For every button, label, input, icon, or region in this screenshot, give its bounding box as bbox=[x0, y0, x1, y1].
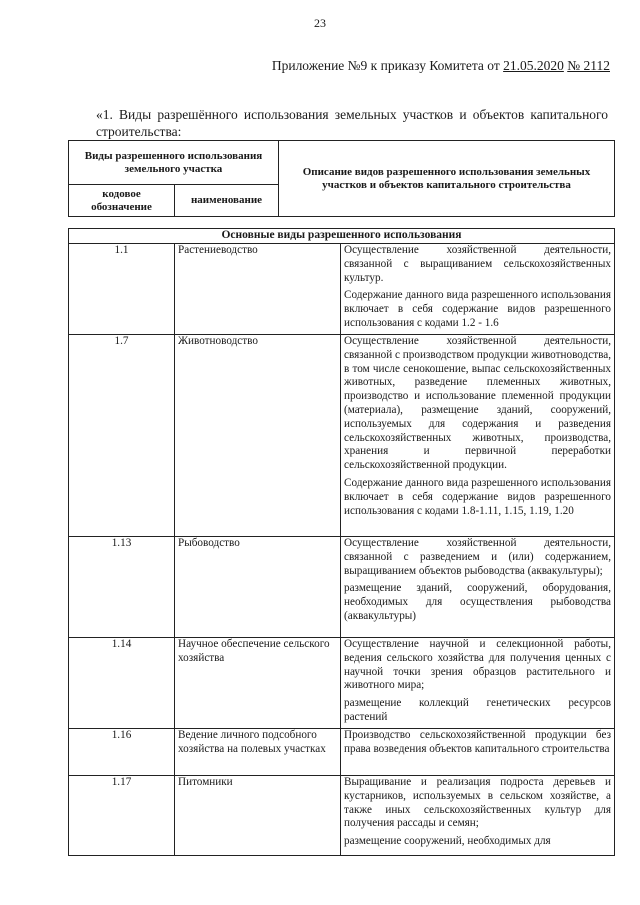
header-table bbox=[68, 140, 615, 217]
row-code: 1.13 bbox=[69, 537, 175, 638]
appendix-date: 21.05.2020 bbox=[503, 58, 564, 73]
table-row bbox=[69, 776, 615, 856]
table-row bbox=[69, 638, 615, 729]
row-description bbox=[341, 776, 615, 856]
description-paragraph: размещение зданий, сооружений, оборудования, необходимых для осуществления рыбоводства (аквакультуры) bbox=[344, 582, 611, 622]
row-description bbox=[341, 335, 615, 537]
row-name: Научное обеспечение сельского хозяйства bbox=[175, 638, 341, 729]
description-paragraph: Осуществление хозяйственной деятельности, связанной с выращиванием сельскохозяйственных культур. bbox=[344, 244, 611, 284]
row-code: 1.7 bbox=[69, 335, 175, 537]
description-paragraph: Производство сельскохозяйственной продукции без права возведения объектов капитального строительства bbox=[344, 729, 611, 755]
description-paragraph: Содержание данного вида разрешенного использования включает в себя содержание видов разрешенного использования с кодами 1.8-1.11, 1.15, 1.19, 1.20 bbox=[344, 476, 611, 517]
page-number: 23 bbox=[314, 16, 326, 30]
row-name: Рыбоводство bbox=[175, 537, 341, 638]
description-paragraph: Осуществление научной и селекционной работы, ведения сельского хозяйства для получения ценных с научной точки зрения образцов растительного и животного мира; bbox=[344, 638, 611, 692]
description-paragraph: Осуществление хозяйственной деятельности, связанной с разведением и (или) содержанием, выращиванием объектов рыбоводства (аквакультуры); bbox=[344, 537, 611, 577]
section-title: Основные виды разрешенного использования bbox=[69, 229, 615, 244]
row-name: Ведение личного подсобного хозяйства на полевых участках bbox=[175, 729, 341, 776]
header-name-cell: наименование bbox=[175, 185, 279, 217]
appendix-prefix: Приложение №9 к приказу Комитета от bbox=[271, 58, 504, 73]
description-paragraph: размещение коллекций генетических ресурсов растений bbox=[344, 697, 611, 723]
row-name: Питомники bbox=[175, 776, 341, 856]
row-code: 1.14 bbox=[69, 638, 175, 729]
row-description bbox=[341, 244, 615, 335]
uses-table bbox=[68, 228, 615, 856]
table-row bbox=[69, 335, 615, 537]
row-name: Растениеводство bbox=[175, 244, 341, 335]
description-paragraph: Осуществление хозяйственной деятельности, связанной с производством продукции животноводства, в том числе сенокошение, выпас сельскохозяйственных животных, разведение племенных животных, производство и использование племенной продукции (материала), размещение зданий, сооружений, используемых для содержания и разведения сельскохозяйственных животных, производства, хранения и первичной переработки сельскохозяйственной продукции. bbox=[344, 335, 611, 472]
row-description bbox=[341, 729, 615, 776]
row-description bbox=[341, 638, 615, 729]
row-description bbox=[341, 537, 615, 638]
appendix-heading bbox=[272, 58, 610, 74]
row-code: 1.17 bbox=[69, 776, 175, 856]
description-paragraph: Выращивание и реализация подроста деревьев и кустарников, используемых в сельском хозяйстве, а также иных сельскохозяйственных культур для получения рассады и семян; bbox=[344, 776, 611, 830]
description-paragraph: размещение сооружений, необходимых для bbox=[344, 835, 551, 848]
table-row bbox=[69, 244, 615, 335]
row-name: Животноводство bbox=[175, 335, 341, 537]
row-code: 1.1 bbox=[69, 244, 175, 335]
header-description-cell: Описание видов разрешенного использования земельных участков и объектов капитального строительства bbox=[279, 141, 615, 217]
intro-paragraph: «1. Виды разрешённого использования земельных участков и объектов капитального строительства: bbox=[96, 107, 608, 139]
row-code: 1.16 bbox=[69, 729, 175, 776]
header-group-cell: Виды разрешенного использования земельного участка bbox=[69, 141, 279, 185]
header-code-cell: кодовое обозначение bbox=[69, 185, 175, 217]
description-paragraph: Содержание данного вида разрешенного использования включает в себя содержание видов разрешенного использования с кодами 1.2 - 1.6 bbox=[344, 289, 611, 329]
table-row bbox=[69, 729, 615, 776]
table-row bbox=[69, 537, 615, 638]
appendix-number: № 2112 bbox=[567, 58, 610, 73]
